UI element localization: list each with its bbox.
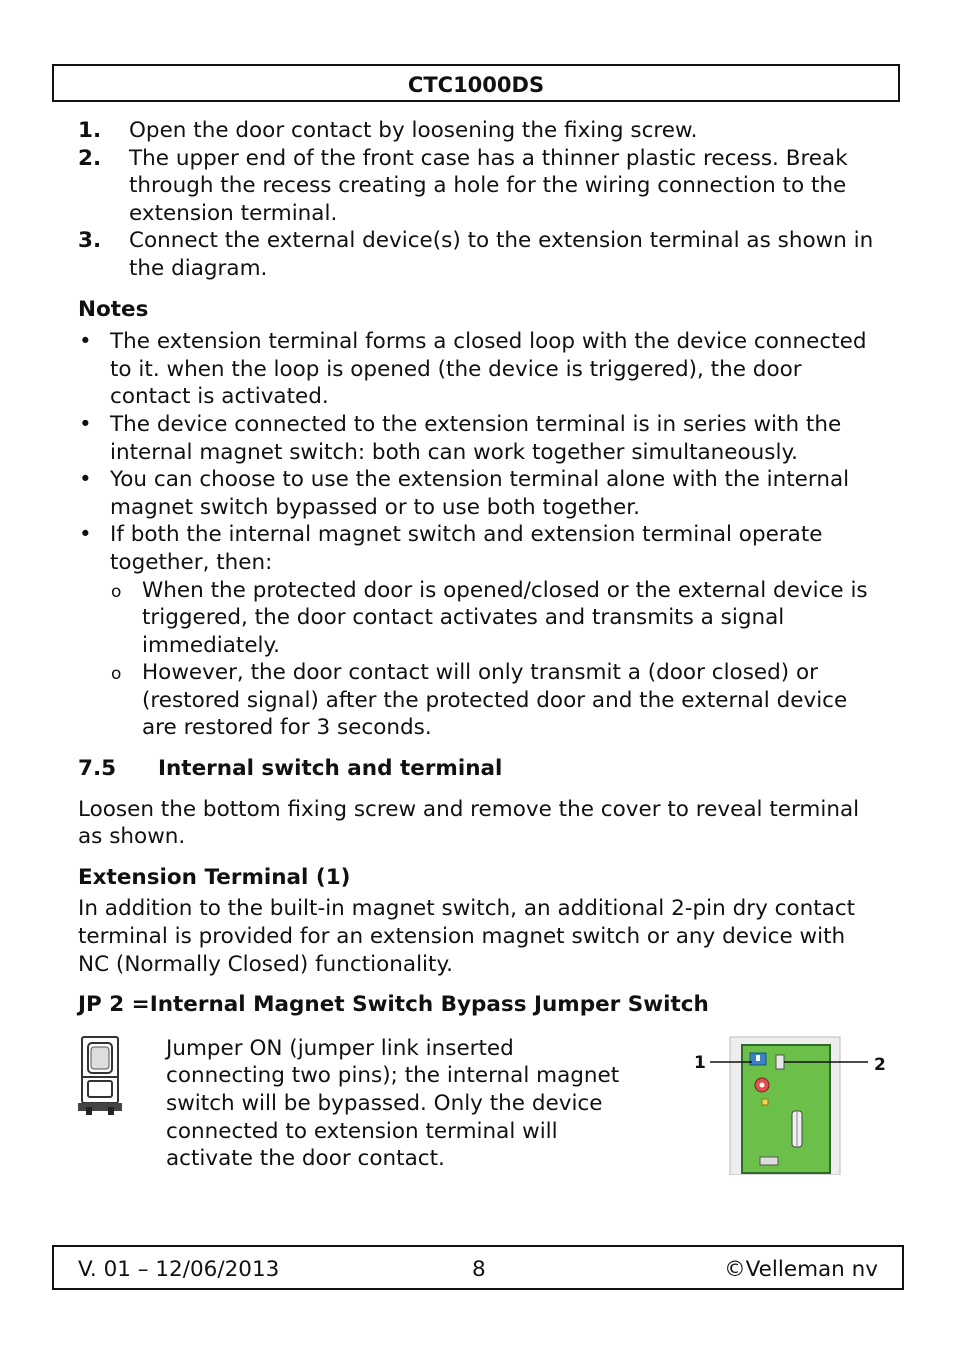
extension-heading: Extension Terminal (1) bbox=[78, 864, 351, 890]
section-intro: Loosen the bottom fixing screw and remove the cover to reveal terminal as shown. bbox=[78, 796, 860, 850]
note-text: The extension terminal forms a closed loop with the device connected to it. when the loop is opened (the device is triggered), the door contact is activated. bbox=[110, 329, 867, 410]
note-text: If both the internal magnet switch and extension terminal operate together, then: bbox=[110, 522, 823, 575]
note-text: You can choose to use the extension terminal alone with the internal magnet switch bypassed or to use both together. bbox=[110, 467, 850, 520]
list-item bbox=[78, 411, 878, 466]
footer-copyright: ©Velleman nv bbox=[724, 1257, 878, 1282]
diagram-label-2: 2 bbox=[874, 1054, 886, 1075]
section-number: 7.5 bbox=[78, 756, 117, 782]
notes-heading: Notes bbox=[78, 296, 149, 322]
footer-version: V. 01 – 12/06/2013 bbox=[78, 1257, 280, 1282]
document-title: CTC1000DS bbox=[407, 73, 545, 97]
step-number: 3. bbox=[78, 228, 102, 254]
circle-bullet-icon: o bbox=[111, 581, 122, 602]
jp2-heading: JP 2 =Internal Magnet Switch Bypass Jumper Switch bbox=[78, 992, 709, 1018]
list-item bbox=[110, 659, 878, 742]
list-item bbox=[78, 227, 878, 282]
steps-list bbox=[78, 117, 878, 283]
bullet-icon: • bbox=[79, 522, 92, 548]
jp2-row bbox=[78, 1035, 886, 1185]
bullet-icon: • bbox=[79, 411, 92, 437]
list-item bbox=[78, 117, 878, 145]
list-item bbox=[110, 577, 878, 660]
section-heading bbox=[78, 755, 878, 783]
diagram-label-1: 1 bbox=[694, 1052, 706, 1073]
list-item bbox=[78, 328, 878, 411]
step-text: The upper end of the front case has a thinner plastic recess. Break through the recess creating a hole for the wiring connection to the extension terminal. bbox=[129, 145, 848, 226]
sub-note-text: When the protected door is opened/closed or the external device is triggered, the door contact activates and transmits a signal immediately. bbox=[142, 577, 868, 658]
step-text: Open the door contact by loosening the fixing screw. bbox=[129, 118, 698, 143]
list-item bbox=[78, 521, 878, 742]
notes-list bbox=[78, 328, 878, 742]
circle-bullet-icon: o bbox=[111, 664, 122, 685]
circuit-board-diagram bbox=[690, 1035, 906, 1175]
page-number: 8 bbox=[472, 1257, 486, 1282]
document-footer bbox=[52, 1245, 904, 1290]
sub-note-text: However, the door contact will only transmit a (door closed) or (restored signal) after the protected door and the external device are restored for 3 seconds. bbox=[142, 660, 848, 741]
list-item bbox=[78, 145, 878, 228]
note-text: The device connected to the extension terminal is in series with the internal magnet switch: both can work together simultaneously. bbox=[110, 411, 842, 465]
step-number: 1. bbox=[78, 118, 102, 143]
page-content bbox=[78, 117, 886, 1185]
list-item bbox=[78, 466, 878, 521]
bullet-icon: • bbox=[79, 329, 92, 355]
step-text: Connect the external device(s) to the extension terminal as shown in the diagram. bbox=[129, 228, 874, 281]
section-title: Internal switch and terminal bbox=[158, 756, 503, 782]
bullet-icon: • bbox=[79, 467, 92, 493]
extension-text: In addition to the built-in magnet switch, an additional 2-pin dry contact terminal is provided for an extension magnet switch or any device with NC (Normally Closed) functionality. bbox=[78, 896, 856, 977]
document-header bbox=[52, 64, 900, 102]
sub-notes-list bbox=[110, 577, 878, 743]
jumper-icon bbox=[78, 1035, 122, 1115]
step-number: 2. bbox=[78, 145, 102, 171]
jp2-text: Jumper ON (jumper link inserted connecting two pins); the internal magnet switch will be bypassed. Only the device connected to extension terminal will activate the door contact. bbox=[166, 1035, 620, 1172]
